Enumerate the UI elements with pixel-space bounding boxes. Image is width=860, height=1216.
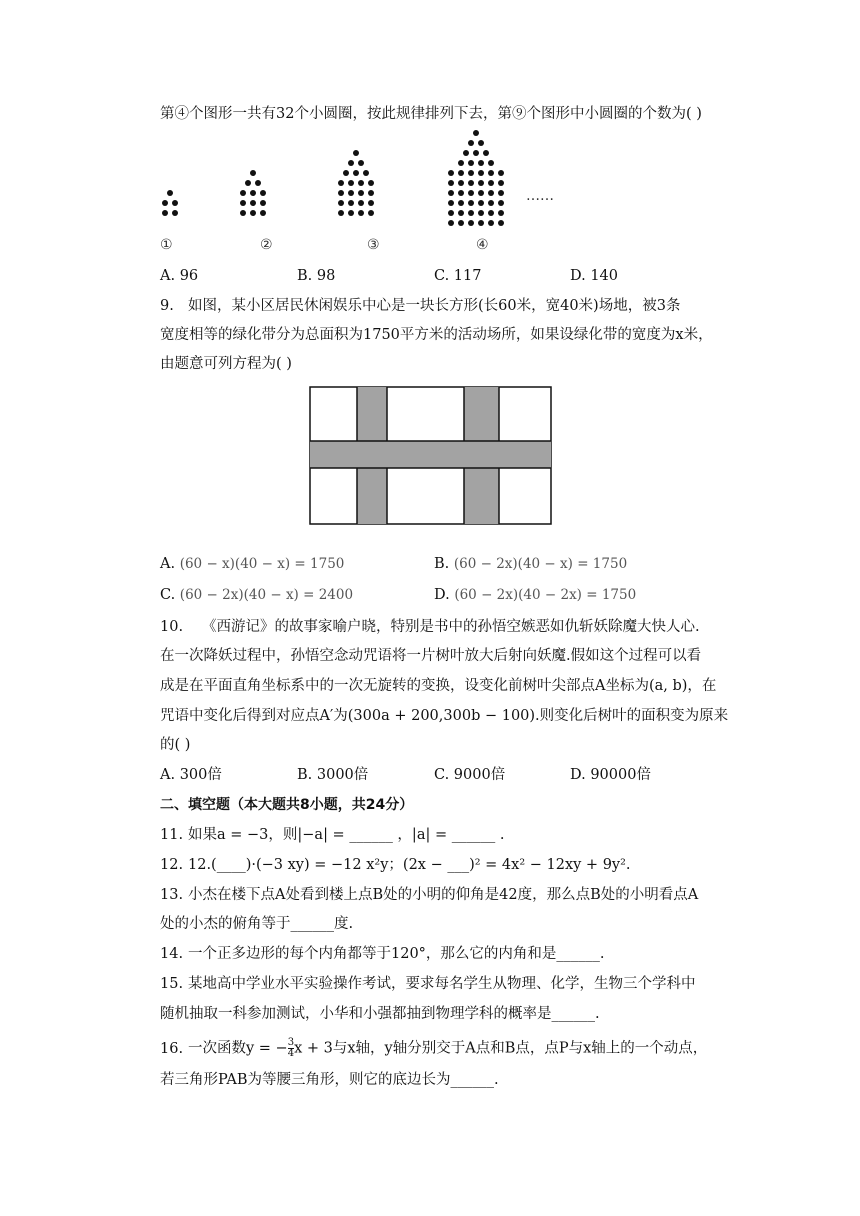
circle-dot: [448, 210, 454, 216]
circle-dot: [473, 150, 479, 156]
circle-dot: [488, 210, 494, 216]
ellipsis: ……: [526, 188, 554, 204]
q10-line1: [160, 617, 700, 637]
circle-dot: [448, 190, 454, 196]
circle-dot: [368, 210, 374, 216]
circle-dot: [488, 170, 494, 176]
q9-option-a-letter: A.: [160, 556, 176, 572]
circle-dot: [458, 220, 464, 226]
circle-dot: [240, 210, 246, 216]
q11-text: 如果a = −3，则|−a| = ______ ，|a| = ______ .: [188, 827, 505, 843]
green-belt-horizontal: [310, 441, 551, 468]
q13-line1: [160, 885, 698, 905]
circle-dot: [478, 190, 484, 196]
q10-option-d: D. 90000倍: [570, 767, 651, 783]
circle-dot: [363, 170, 369, 176]
q16-line1a: 一次函数y = −: [188, 1040, 288, 1057]
circle-dot: [358, 160, 364, 166]
circle-dot: [338, 190, 344, 196]
q9-option-b-letter: B.: [434, 556, 450, 572]
circle-dot: [250, 190, 256, 196]
circle-dot: [353, 170, 359, 176]
circle-dot: [358, 180, 364, 186]
q11: [160, 825, 504, 845]
circle-dot: [498, 170, 504, 176]
q16-line2: 若三角形PAB为等腰三角形，则它的底边长为______.: [160, 1072, 499, 1088]
circle-dot: [167, 190, 173, 196]
circle-dot: [368, 180, 374, 186]
circle-dot: [458, 200, 464, 206]
circle-dot: [478, 160, 484, 166]
figure-label-2: ②: [260, 237, 273, 253]
q14: [160, 944, 605, 964]
circle-dot: [498, 190, 504, 196]
circle-dot: [498, 210, 504, 216]
circle-dot: [448, 220, 454, 226]
circle-dot: [478, 200, 484, 206]
circle-dot: [348, 160, 354, 166]
circle-dot: [458, 190, 464, 196]
q15-line1: [160, 974, 696, 994]
dot-figure-4: [446, 130, 516, 230]
q10-option-a: A. 300倍: [160, 767, 222, 783]
q14-text: 一个正多边形的每个内角都等于120°，那么它的内角和是______.: [188, 946, 605, 962]
green-belt-left: [357, 387, 387, 524]
circle-dot: [468, 220, 474, 226]
q16-line1: [160, 1038, 707, 1059]
circle-dot: [338, 200, 344, 206]
circle-dot: [348, 180, 354, 186]
circle-dot: [358, 200, 364, 206]
green-belt-right: [464, 387, 499, 524]
q9-option-d: [434, 585, 636, 605]
circle-dot: [458, 160, 464, 166]
dot-figure-2: [238, 170, 278, 230]
fraction-numerator: 3: [287, 1037, 295, 1048]
section-heading-fill-in: 二、填空题（本大题共8小题，共24分）: [160, 797, 414, 813]
circle-dot: [338, 210, 344, 216]
q15-number: 15.: [160, 976, 184, 992]
q9-option-c-eq: (60 − 2x)(40 − x) = 2400: [179, 587, 354, 603]
q9-option-a: [160, 554, 344, 574]
circle-dot: [368, 200, 374, 206]
circle-dot: [348, 190, 354, 196]
circle-dot: [478, 180, 484, 186]
circle-dot: [448, 200, 454, 206]
figure-label-4: ④: [476, 237, 489, 253]
q13-line2: 处的小杰的俯角等于______度.: [160, 916, 354, 932]
circle-dot: [498, 220, 504, 226]
q8-option-d: D. 140: [570, 268, 619, 284]
circle-dot: [162, 200, 168, 206]
circle-dot: [463, 150, 469, 156]
circle-dot: [368, 190, 374, 196]
q9-number: 9.: [160, 298, 174, 314]
q9-option-c: [160, 585, 353, 605]
circle-dot: [255, 180, 261, 186]
q10-line5: 的( ): [160, 737, 191, 753]
circle-dot: [483, 150, 489, 156]
q9-option-b: [434, 554, 627, 574]
circle-dot: [162, 210, 168, 216]
q10-option-b: B. 3000倍: [297, 767, 369, 783]
circle-dot: [498, 200, 504, 206]
q9-option-c-letter: C.: [160, 587, 176, 603]
q14-number: 14.: [160, 946, 184, 962]
q9-line3: 由题意可列方程为( ): [160, 356, 292, 372]
q15-line1-text: 某地高中学业水平实验操作考试，要求每名学生从物理、化学，生物三个学科中: [188, 976, 696, 992]
q12: [160, 855, 631, 875]
circle-dot: [468, 160, 474, 166]
circle-dot: [468, 200, 474, 206]
circle-dot: [348, 210, 354, 216]
circle-dot: [250, 200, 256, 206]
circle-dot: [468, 210, 474, 216]
circle-dot: [250, 210, 256, 216]
fraction-denominator: 4: [287, 1048, 295, 1059]
q13-line1-text: 小杰在楼下点A处看到楼上点B处的小明的仰角是42度，那么点B处的小明看点A: [188, 887, 699, 903]
circle-dot: [358, 210, 364, 216]
q12-text: 12.(____)·(−3 xy) = −12 x²y；(2x − ___)² = 4x² − 12xy + 9y².: [188, 857, 631, 873]
circle-dot: [458, 210, 464, 216]
circle-dot: [498, 180, 504, 186]
circle-dot: [478, 220, 484, 226]
q8-option-a: A. 96: [160, 268, 199, 284]
circle-dot: [240, 190, 246, 196]
circle-dot: [458, 170, 464, 176]
q9-line2: 宽度相等的绿化带分为总面积为1750平方米的活动场所，如果设绿化带的宽度为x米，: [160, 327, 713, 343]
q10-line3: 成是在平面直角坐标系中的一次无旋转的变换，设变化前树叶尖部点A坐标为(a, b)，在: [160, 678, 717, 694]
dot-figure-3: [336, 150, 396, 230]
q9-option-a-eq: (60 − x)(40 − x) = 1750: [179, 556, 345, 572]
circle-dot: [488, 180, 494, 186]
circle-dot: [348, 200, 354, 206]
q9-line1: [160, 296, 680, 316]
q16-line1b: x + 3与x轴，y轴分别交于A点和B点，点P与x轴上的一个动点，: [294, 1040, 708, 1057]
q16-number: 16.: [160, 1040, 184, 1057]
circle-dot: [468, 180, 474, 186]
q10-line1-text: 《西游记》的故事家喻户晓，特别是书中的孙悟空嫉恶如仇斩妖除魔大快人心.: [202, 619, 700, 635]
q9-option-d-letter: D.: [434, 587, 450, 603]
circle-dot: [260, 200, 266, 206]
park-diagram: [309, 386, 553, 526]
circle-dot: [473, 130, 479, 136]
q9-line1-text: 如图，某小区居民休闲娱乐中心是一块长方形(长60米，宽40米)场地，被3条: [188, 298, 681, 314]
circle-dot: [478, 140, 484, 146]
q8-text: 第④个图形一共有32个小圆圈，按此规律排列下去，第⑨个图形中小圆圈的个数为( ): [160, 106, 702, 122]
figure-label-1: ①: [160, 237, 173, 253]
circle-dot: [478, 170, 484, 176]
circle-dot: [240, 200, 246, 206]
circle-dot: [338, 180, 344, 186]
circle-dot: [448, 170, 454, 176]
q10-line4: 咒语中变化后得到对应点A′为(300a + 200,300b − 100).则变化后树叶的面积变为原来: [160, 708, 729, 724]
circle-dot: [353, 150, 359, 156]
q12-number: 12.: [160, 857, 184, 873]
circle-dot: [250, 170, 256, 176]
circle-dot: [488, 190, 494, 196]
circle-dot: [468, 170, 474, 176]
figure-label-3: ③: [367, 237, 380, 253]
circle-dot: [488, 160, 494, 166]
q9-option-d-eq: (60 − 2x)(40 − 2x) = 1750: [454, 587, 637, 603]
q10-line2: 在一次降妖过程中，孙悟空念动咒语将一片树叶放大后射向妖魔.假如这个过程可以看: [160, 648, 702, 664]
q8-option-c: C. 117: [434, 268, 482, 284]
q10-number: 10.: [160, 619, 184, 635]
q11-number: 11.: [160, 827, 184, 843]
q10-option-c: C. 9000倍: [434, 767, 506, 783]
q8-option-b: B. 98: [297, 268, 336, 284]
circle-dot: [245, 180, 251, 186]
q13-number: 13.: [160, 887, 184, 903]
circle-dot: [172, 210, 178, 216]
circle-dot: [468, 140, 474, 146]
circle-dot: [478, 210, 484, 216]
circle-dot: [488, 220, 494, 226]
circle-dot: [358, 190, 364, 196]
q9-option-b-eq: (60 − 2x)(40 − x) = 1750: [453, 556, 628, 572]
circle-dot: [468, 190, 474, 196]
circle-dot: [458, 180, 464, 186]
circle-dot: [448, 180, 454, 186]
q15-line2: 随机抽取一科参加测试，小华和小强都抽到物理学科的概率是______.: [160, 1006, 600, 1022]
circle-dot: [343, 170, 349, 176]
circle-dot: [488, 200, 494, 206]
dot-figure-1: [160, 190, 190, 230]
circle-dot: [172, 200, 178, 206]
circle-dot: [260, 190, 266, 196]
circle-dot: [260, 210, 266, 216]
